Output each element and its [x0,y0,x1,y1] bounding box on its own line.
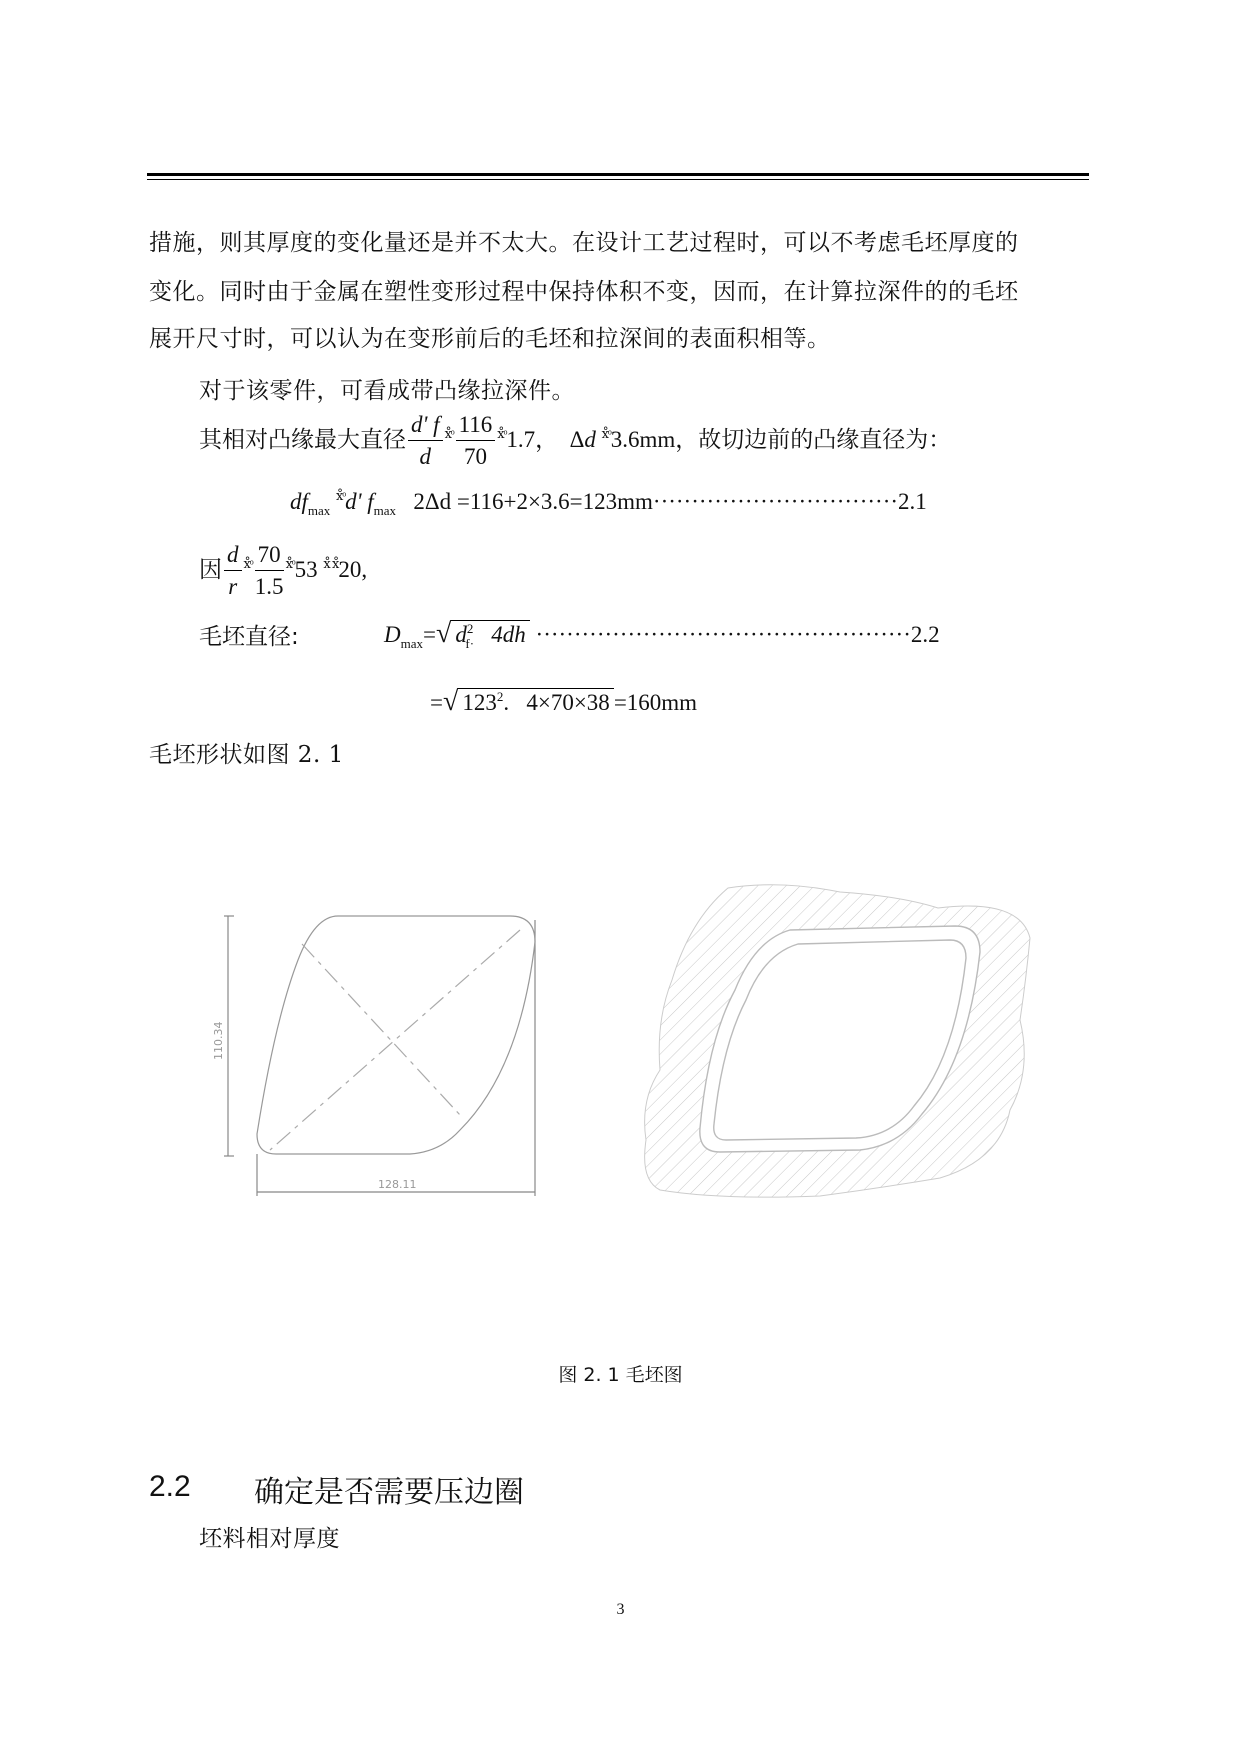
figure-caption: 图 2. 1 毛坯图 [558,1364,683,1386]
fraction: $\frac{70}{1.5}$ [254,542,284,599]
blank-shape-figure [212,900,1060,1220]
header-rule-thin [147,179,1089,180]
section-title: 确定是否需要压边圈 [254,1475,524,1510]
paragraph-line: 对于该零件，可看成带凸缘拉深件。 [199,378,575,404]
fraction: $\frac{d' f}{d}$ [408,410,443,473]
equation-2-2-result: =√ $123^2$. 4×70×38 =160mm [430,686,698,717]
fraction: $\frac{116}{70}$ [456,410,496,473]
dimension-vertical: 110.34 [212,1021,225,1060]
section-number: 2.2 [149,1470,191,1503]
equation-2-2-body: $D_{max}=√$ $d^2_{f\cdot}$ 4dh ·················································2.2 [384,618,940,651]
header-rule-thick [147,173,1089,176]
paragraph-line: 展开尺寸时，可以认为在变形前后的毛坯和拉深间的表面积相等。 [149,326,831,352]
blank-outline-drawing [224,916,535,1196]
page-number: 3 [616,1601,625,1618]
equation-flange-ratio: 其相对凸缘最大直径 $\frac{d' f}{d}$ $^{ⅹ̊ᵒ}$ $\frac{116}{70}$ $^{ⅹ̊ᵒ}$1.7， Δd $^{ⅹ̊ᵒ}$3.6mm，故切边前的凸缘直径为： [199,410,951,473]
equation-2-1: $df_{max}$ $^{ⅹ̊ᵒ}$d' $f_{max}$ 2Δd =116+2×3.6=123mm································2.1 [290,488,927,518]
fraction: $\frac{d}{r}$ [224,540,242,603]
equation-d-over-r: 因 $\frac{d}{r}$ $^{ⅹ̊ᵒ}$ $\frac{70}{1.5}$ $^{ⅹ̊ᵒ}$53 $^{ⅹ̊ ⅹ̊}$20, [199,540,367,603]
equation-2-2: 毛坯直径: [199,624,299,650]
paragraph-line: 措施，则其厚度的变化量还是并不太大。在设计工艺过程时，可以不考虑毛坯厚度的 [149,230,1019,256]
figure-reference: 毛坯形状如图 2. 1 [149,742,344,768]
paragraph-line: 变化。同时由于金属在塑性变形过程中保持体积不变，因而，在计算拉深件的的毛坯 [149,279,1019,305]
paragraph-line: 坯料相对厚度 [199,1526,340,1552]
dimension-horizontal: 128.11 [378,1178,417,1191]
equation-lead-text: 其相对凸缘最大直径 [199,426,406,453]
die-cross-section-drawing [645,885,1030,1197]
